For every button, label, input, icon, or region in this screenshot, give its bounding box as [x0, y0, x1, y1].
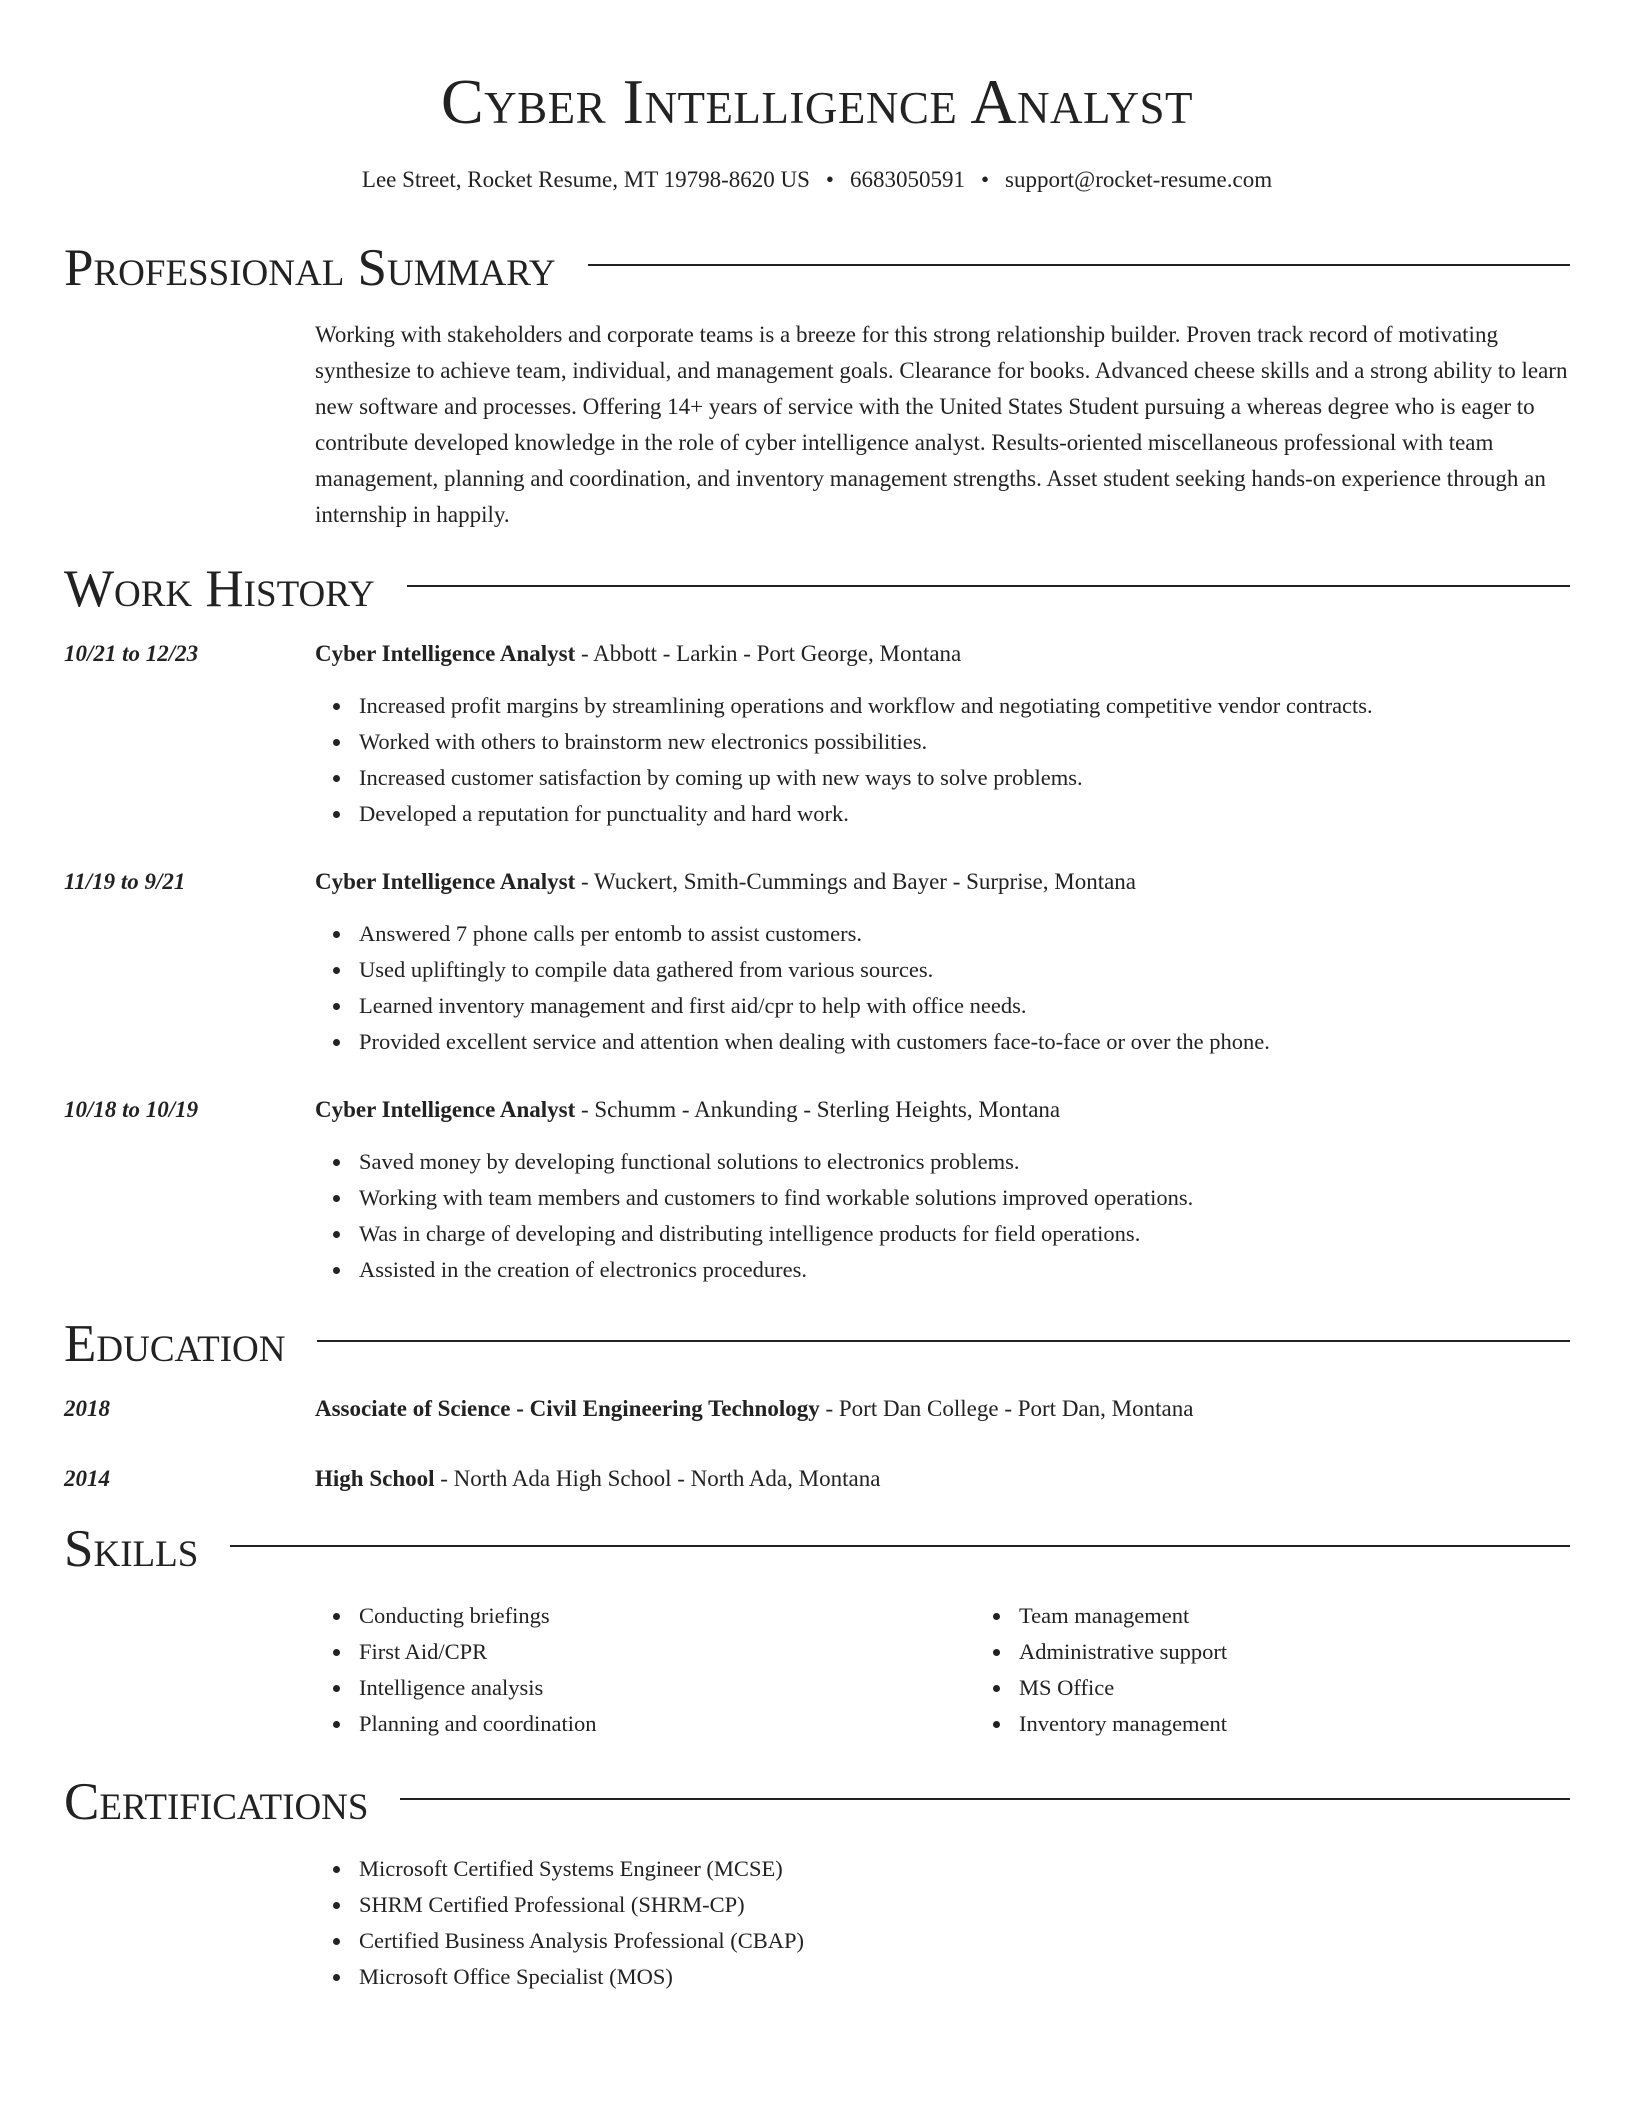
job-title-line [315, 636, 1570, 672]
list-item: Used upliftingly to compile data gathered from various sources. [359, 952, 1570, 988]
section-divider [588, 264, 1570, 266]
list-item: Increased profit margins by streamlining operations and workflow and negotiating competitive vendor contracts. [359, 688, 1570, 724]
list-item: Intelligence analysis [359, 1670, 975, 1706]
education-details: - North Ada High School - North Ada, Montana [434, 1465, 881, 1491]
summary-heading: Professional Summary [64, 238, 556, 297]
job-details: - Schumm - Ankunding - Sterling Heights, Montana [575, 1096, 1061, 1122]
job-dates: 10/18 to 10/19 [64, 1096, 199, 1122]
job-title: Cyber Intelligence Analyst [315, 1096, 576, 1122]
work-list [64, 636, 1570, 1288]
certifications-heading: Certifications [64, 1772, 369, 1831]
list-item: Administrative support [1019, 1634, 1632, 1670]
contact-address: Lee Street, Rocket Resume, MT 19798-8620 US [361, 167, 810, 192]
job-title: Cyber Intelligence Analyst [315, 868, 576, 894]
list-item: Working with team members and customers to find workable solutions improved operations. [359, 1180, 1570, 1216]
job-details: - Wuckert, Smith-Cummings and Bayer - Surprise, Montana [575, 868, 1137, 894]
education-degree: Associate of Science - Civil Engineering Technology [315, 1395, 820, 1421]
skills-heading: Skills [64, 1519, 199, 1578]
job-entry [64, 1092, 1570, 1288]
list-item: Microsoft Certified Systems Engineer (MCSE) [359, 1851, 1570, 1887]
summary-section-heading [64, 238, 1570, 297]
education-heading: Education [64, 1314, 286, 1373]
job-details: - Abbott - Larkin - Port George, Montana [575, 640, 962, 666]
list-item: Developed a reputation for punctuality and hard work. [359, 796, 1570, 832]
skills-list-right [975, 1598, 1632, 1742]
list-item: Planning and coordination [359, 1706, 975, 1742]
skills-columns [315, 1598, 1632, 1742]
list-item: Certified Business Analysis Professional (CBAP) [359, 1923, 1570, 1959]
list-item: Worked with others to brainstorm new electronics possibilities. [359, 724, 1570, 760]
list-item: Conducting briefings [359, 1598, 975, 1634]
list-item: First Aid/CPR [359, 1634, 975, 1670]
section-divider [230, 1545, 1570, 1547]
work-heading: Work History [64, 559, 375, 618]
section-divider [407, 585, 1570, 587]
list-item: Saved money by developing functional solutions to electronics problems. [359, 1144, 1570, 1180]
resume-title: Cyber Intelligence Analyst [440, 66, 1194, 137]
list-item: Microsoft Office Specialist (MOS) [359, 1959, 1570, 1995]
list-item: SHRM Certified Professional (SHRM-CP) [359, 1887, 1570, 1923]
job-bullets [315, 688, 1570, 832]
list-item: Team management [1019, 1598, 1632, 1634]
education-year: 2014 [64, 1465, 110, 1491]
section-divider [400, 1798, 1570, 1800]
job-title-line [315, 864, 1570, 900]
list-item: Learned inventory management and first aid/cpr to help with office needs. [359, 988, 1570, 1024]
job-bullets [315, 916, 1570, 1060]
contact-email: support@rocket-resume.com [1005, 167, 1273, 192]
job-dates: 10/21 to 12/23 [64, 640, 199, 666]
summary-text: Working with stakeholders and corporate teams is a breeze for this strong relationship builder. Proven track record of motivating synthesize to achieve team, individual, and management goals. Clearance for books. Advanced cheese skills and a strong ability to learn new software and processes. Offering 14+ years of service with the United States Student pursuing a whereas degree who is eager to contribute developed knowledge in the role of cyber intelligence analyst. Results-oriented miscellaneous professional with team management, planning and coordination, and inventory management strengths. Asset student seeking hands-on experience through an internship in happily. [315, 321, 1568, 527]
skills-list-left [315, 1598, 975, 1742]
list-item: MS Office [1019, 1670, 1632, 1706]
skills-section-heading [64, 1519, 1570, 1578]
education-year: 2018 [64, 1395, 110, 1421]
education-entry [64, 1461, 1570, 1497]
job-entry [64, 636, 1570, 832]
list-item: Provided excellent service and attention when dealing with customers face-to-face or over the phone. [359, 1024, 1570, 1060]
contact-phone: 6683050591 [849, 167, 965, 192]
list-item: Increased customer satisfaction by coming up with new ways to solve problems. [359, 760, 1570, 796]
contact-separator: • [825, 167, 834, 192]
certifications-row [64, 1851, 1570, 1995]
list-item: Assisted in the creation of electronics procedures. [359, 1252, 1570, 1288]
education-details: - Port Dan College - Port Dan, Montana [819, 1395, 1194, 1421]
certifications-list [315, 1851, 1570, 1995]
summary-row [64, 295, 1570, 533]
job-title: Cyber Intelligence Analyst [315, 640, 576, 666]
list-item: Was in charge of developing and distributing intelligence products for field operations. [359, 1216, 1570, 1252]
education-section-heading [64, 1314, 1570, 1373]
job-title-line [315, 1092, 1570, 1128]
certifications-section-heading [64, 1772, 1570, 1831]
list-item: Inventory management [1019, 1706, 1632, 1742]
contact-separator: • [980, 167, 990, 192]
list-item: Answered 7 phone calls per entomb to assist customers. [359, 916, 1570, 952]
job-entry [64, 864, 1570, 1060]
education-degree: High School [315, 1465, 435, 1491]
education-entry [64, 1391, 1570, 1427]
skills-row [64, 1598, 1570, 1742]
work-section-heading [64, 559, 1570, 618]
section-divider [317, 1340, 1570, 1342]
job-dates: 11/19 to 9/21 [64, 868, 186, 894]
contact-line [64, 166, 1570, 194]
job-bullets [315, 1144, 1570, 1288]
